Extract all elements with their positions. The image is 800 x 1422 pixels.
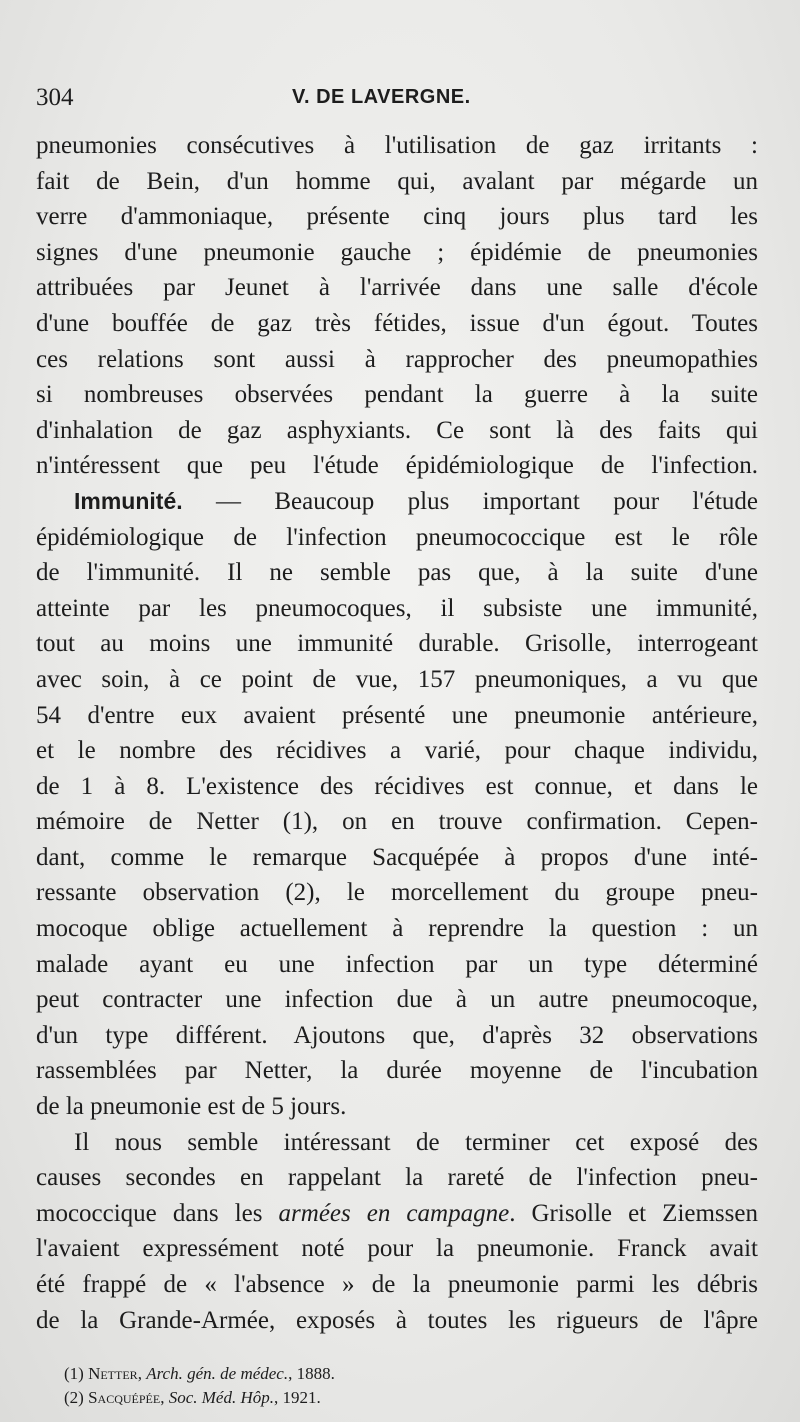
text-line: fait de Bein, d'un homme qui, avalant par mégarde un xyxy=(36,167,758,195)
body-text xyxy=(36,128,758,1338)
footnote: (2) Sacquépée, Soc. Méd. Hôp., 1921. xyxy=(64,1388,321,1407)
text-span: — Beaucoup plus important pour l'étude xyxy=(182,487,758,515)
text-line: de l'immunité. Il ne semble pas que, à la suite d'une xyxy=(36,559,758,587)
text-line: rassemblées par Netter, la durée moyenne de l'incubation xyxy=(36,1057,758,1085)
text-line: Il nous semble intéressant de terminer cet exposé des xyxy=(74,1128,758,1156)
text-line: l'avaient expressément noté pour la pneumonie. Franck avait xyxy=(36,1235,758,1263)
text-line: malade ayant eu une infection par un type déterminé xyxy=(36,950,758,978)
text-line: pneumonies consécutives à l'utilisation de gaz irritants : xyxy=(36,132,758,159)
text-line: peut contracter une infection due à un autre pneumocoque, xyxy=(36,986,758,1014)
text-line: de 1 à 8. L'existence des récidives est connue, et dans le xyxy=(36,772,758,800)
text-line: d'une bouffée de gaz très fétides, issue d'un égout. Toutes xyxy=(36,309,758,337)
text-line: ces relations sont aussi à rapprocher des pneumopathies xyxy=(36,345,758,373)
text-line: attribuées par Jeunet à l'arrivée dans une salle d'école xyxy=(36,274,758,302)
text-line: n'intéressent que peu l'étude épidémiologique de l'infection. xyxy=(36,452,758,480)
footnote-author: Sacquépée xyxy=(88,1388,161,1407)
text-line: mémoire de Netter (1), on en trouve confirmation. Cepen- xyxy=(36,808,758,836)
text-line: signes d'une pneumonie gauche ; épidémie de pneumonies xyxy=(36,238,758,266)
text-line: mocoque oblige actuellement à reprendre la question : un xyxy=(36,915,758,943)
text-span: mococcique dans les xyxy=(36,1199,279,1227)
text-line: d'inhalation de gaz asphyxiants. Ce sont là des faits qui xyxy=(36,416,758,444)
immunity-heading: Immunité. xyxy=(74,487,183,514)
immunity-paragraph-start xyxy=(36,484,758,520)
text-line: et le nombre des récidives a varié, pour chaque individu, xyxy=(36,737,758,765)
footnote-ref: Arch. gén. de médec. xyxy=(146,1364,289,1383)
text-line: ressante observation (2), le morcellement du groupe pneu- xyxy=(36,879,758,907)
text-line: verre d'ammoniaque, présente cinq jours plus tard les xyxy=(36,203,758,231)
footnote-year: , 1888. xyxy=(288,1364,335,1383)
text-line: 54 d'entre eux avaient présenté une pneumonie antérieure, xyxy=(36,701,758,729)
footnotes xyxy=(64,1362,664,1410)
text-line: causes secondes en rappelant la rareté de l'infection pneu- xyxy=(36,1164,758,1192)
text-line: avec soin, à ce point de vue, 157 pneumoniques, a vu que xyxy=(36,665,758,693)
text-line: dant, comme le remarque Sacquépée à propos d'une inté- xyxy=(36,843,758,871)
footnote-author: Netter xyxy=(88,1364,138,1383)
footnote-number: (1) xyxy=(64,1364,84,1383)
running-head: V. DE LAVERGNE. xyxy=(292,86,471,108)
text-line: de la pneumonie est de 5 jours. xyxy=(36,1093,347,1121)
italic-span: armées en campagne xyxy=(278,1199,510,1227)
footnote: (1) Netter, Arch. gén. de médec., 1888. xyxy=(64,1364,335,1383)
text-line xyxy=(36,1196,758,1232)
text-line: de la Grande-Armée, exposés à toutes les rigueurs de l'âpre xyxy=(36,1306,758,1334)
text-line: été frappé de « l'absence » de la pneumonie parmi les débris xyxy=(36,1271,758,1298)
footnote-ref: Soc. Méd. Hôp. xyxy=(168,1388,274,1407)
text-line: tout au moins une immunité durable. Grisolle, interrogeant xyxy=(36,630,758,658)
footnote-number: (2) xyxy=(64,1388,84,1407)
text-line: d'un type différent. Ajoutons que, d'après 32 observations xyxy=(36,1021,758,1049)
text-line: épidémiologique de l'infection pneumococcique est le rôle xyxy=(36,523,758,551)
page-number: 304 xyxy=(36,84,74,111)
text-span: . Grisolle et Ziemssen xyxy=(509,1199,758,1227)
page-header xyxy=(36,84,756,118)
footnote-year: , 1921. xyxy=(273,1388,321,1407)
text-line: si nombreuses observées pendant la guerre à la suite xyxy=(36,381,758,409)
text-line: atteinte par les pneumocoques, il subsiste une immunité, xyxy=(36,594,758,622)
